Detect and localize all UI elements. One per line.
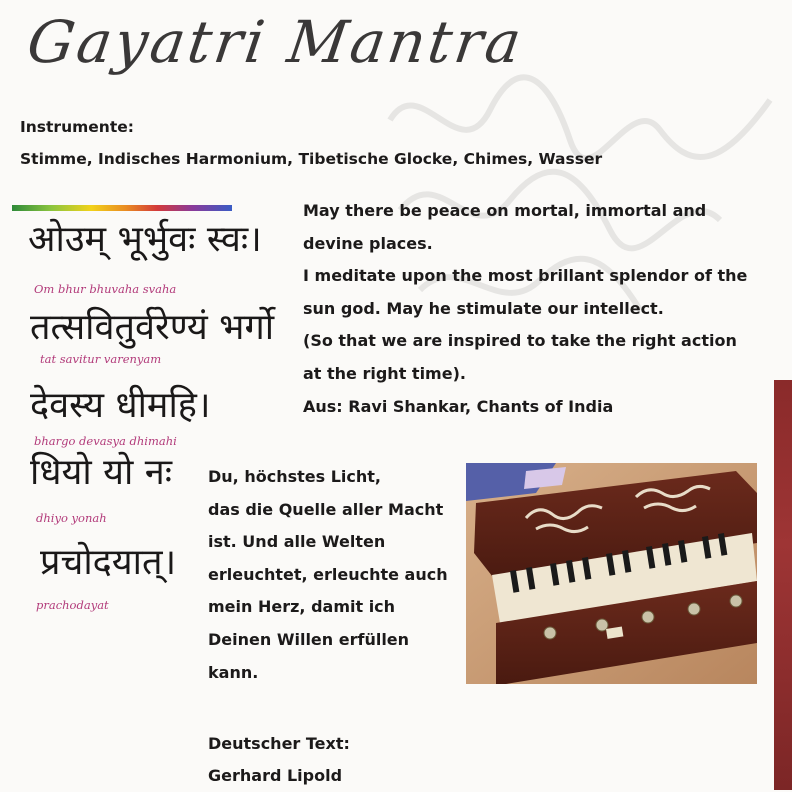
mantra-transliteration-3: bhargo devasya dhimahi xyxy=(34,434,177,448)
mantra-transliteration-5: prachodayat xyxy=(36,598,109,612)
mantra-line-3: देवस्य धीमहि। xyxy=(30,385,211,426)
english-line: devine places. xyxy=(303,233,433,253)
harmonium-photo xyxy=(466,463,757,684)
page-title: Gayatri Mantra xyxy=(23,8,528,76)
german-line: das die Quelle aller Macht xyxy=(208,499,444,519)
mantra-line-5: प्रचोदयात्। xyxy=(40,542,177,583)
english-line: (So that we are inspired to take the right action xyxy=(303,331,737,351)
german-text-credit xyxy=(208,728,350,792)
mantra-transliteration-2: tat savitur varenyam xyxy=(40,352,162,366)
english-source: Aus: Ravi Shankar, Chants of India xyxy=(303,396,614,416)
german-line: Deinen Willen erfüllen xyxy=(208,629,410,649)
rainbow-divider xyxy=(12,205,232,211)
mantra-transliteration-4: dhiyo yonah xyxy=(36,511,107,525)
english-line: at the right time). xyxy=(303,363,466,383)
german-line: Du, höchstes Licht, xyxy=(208,467,381,486)
english-line: sun god. May he stimulate our intellect. xyxy=(303,298,664,318)
english-line: May there be peace on mortal, immortal and xyxy=(303,201,707,220)
german-line: erleuchtet, erleuchte auch xyxy=(208,564,448,584)
mantra-line-4: धियो यो नः xyxy=(30,452,173,493)
instruments-label: Instrumente: xyxy=(20,118,134,136)
german-line: mein Herz, damit ich xyxy=(208,597,396,617)
german-line: ist. Und alle Welten xyxy=(208,532,386,552)
german-line: kann. xyxy=(208,662,259,682)
german-translation xyxy=(208,461,468,689)
english-translation xyxy=(303,195,783,423)
english-line: I meditate upon the most brillant splendor of the xyxy=(303,266,748,286)
instruments-list: Stimme, Indisches Harmonium, Tibetische Glocke, Chimes, Wasser xyxy=(20,150,603,168)
credit-author: Gerhard Lipold xyxy=(208,766,343,785)
mantra-transliteration-1: Om bhur bhuvaha svaha xyxy=(34,282,177,296)
side-edge-strip xyxy=(774,380,792,790)
mantra-line-2: तत्सवितुर्वरेण्यं भर्गो xyxy=(30,307,275,348)
harmonium-illustration xyxy=(466,463,757,684)
mantra-line-1: ओउम् भूर्भुवः स्वः। xyxy=(28,219,262,260)
credit-label: Deutscher Text: xyxy=(208,734,350,753)
